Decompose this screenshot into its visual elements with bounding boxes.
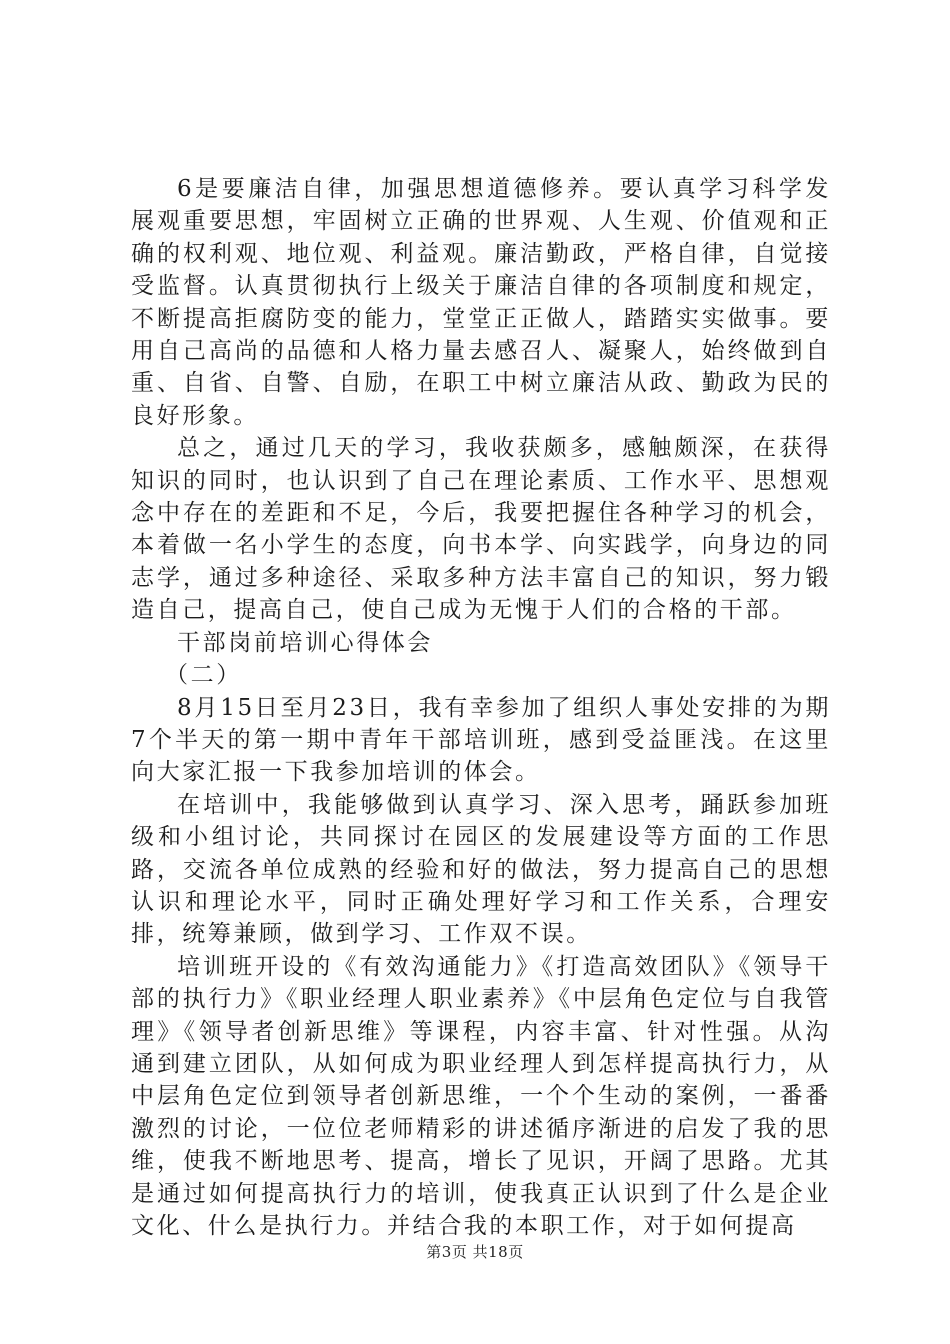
paragraph-training-participation: 在培训中，我能够做到认真学习、深入思考，踊跃参加班级和小组讨论，共同探讨在园区的发展建设等方面的工作思路，交流各单位成熟的经验和好的做法，努力提高自己的思想认识和理论水平，同时正确处理好学习和工作关系，合理安排，统筹兼顾，做到学习、工作双不误。 (131, 791, 831, 948)
paragraph-summary: 总之，通过几天的学习，我收获颇多，感触颇深，在获得知识的同时，也认识到了自己在理论素质、工作水平、思想观念中存在的差距和不足，今后，我要把握住各种学习的机会，本着做一名小学生的态度，向书本学、向实践学，向身边的同志学，通过多种途径、采取多种方法丰富自己的知识，努力锻造自己，提高自己，使自己成为无愧于人们的合格的干部。 (131, 435, 831, 624)
paragraph-training-intro: 8月15日至月23日，我有幸参加了组织人事处安排的为期7个半天的第一期中青年干部培训班，感到受益匪浅。在这里向大家汇报一下我参加培训的体会。 (131, 694, 831, 786)
document-body (131, 173, 831, 1242)
page-footer: 第3页 共18页 (426, 1243, 524, 1261)
section-title: 干部岗前培训心得体会 (177, 629, 433, 656)
section-number: （二） (165, 662, 242, 689)
paragraph-integrity: 6是要廉洁自律，加强思想道德修养。要认真学习科学发展观重要思想，牢固树立正确的世界观、人生观、价值观和正确的权利观、地位观、利益观。廉洁勤政，严格自律，自觉接受监督。认真贯彻执行上级关于廉洁自律的各项制度和规定，不断提高拒腐防变的能力，堂堂正正做人，踏踏实实做事。要用自己高尚的品德和人格力量去感召人、凝聚人，始终做到自重、自省、自警、自励，在职工中树立廉洁从政、勤政为民的良好形象。 (131, 176, 831, 429)
paragraph-training-courses: 培训班开设的《有效沟通能力》《打造高效团队》《领导干部的执行力》《职业经理人职业素养》《中层角色定位与自我管理》《领导者创新思维》等课程，内容丰富、针对性强。从沟通到建立团队，从如何成为职业经理人到怎样提高执行力，从中层角色定位到领导者创新思维，一个个生动的案例，一番番激烈的讨论，一位位老师精彩的讲述循序渐进的启发了我的思维，使我不断地思考、提高，增长了见识，开阔了思路。尤其是通过如何提高执行力的培训，使我真正认识到了什么是企业文化、什么是执行力。并结合我的本职工作，对于如何提高 (131, 953, 831, 1239)
